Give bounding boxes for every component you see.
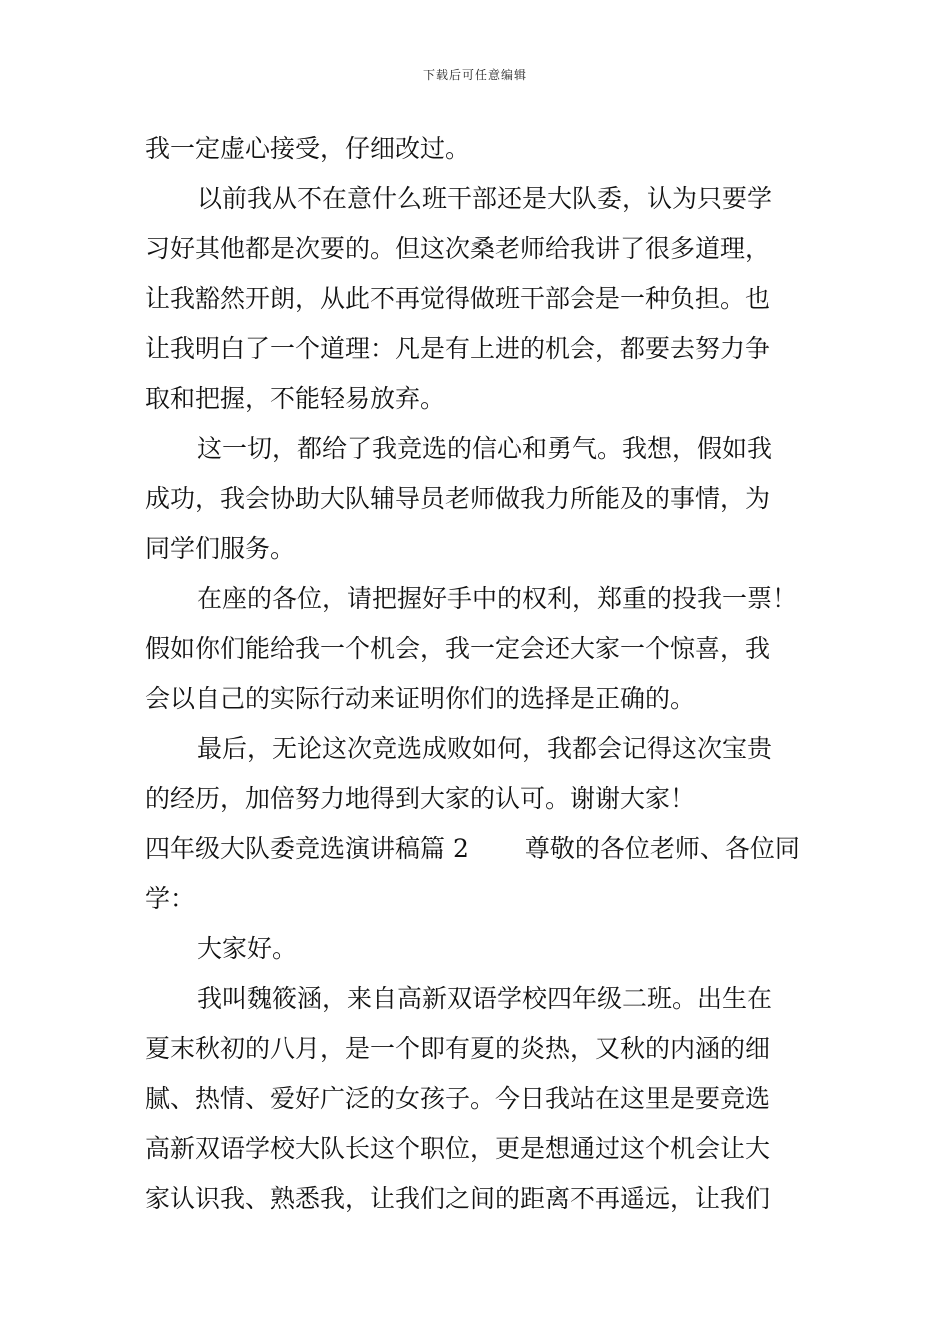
greeting-text: 尊敬的各位老师、各位同 xyxy=(524,834,800,863)
paragraph-start: 最后，无论这次竞选成败如何，我都会记得这次宝贵 xyxy=(197,734,773,763)
text-line: 同学们服务。 xyxy=(145,534,296,563)
text-line: 学： xyxy=(145,884,196,913)
paragraph-start: 这一切，都给了我竞选的信心和勇气。我想，假如我 xyxy=(197,434,773,463)
text-line: 习好其他都是次要的。但这次桑老师给我讲了很多道理， xyxy=(145,234,771,263)
section-title: 四年级大队委竞选演讲稿篇 2 xyxy=(145,834,469,863)
text-line: 成功，我会协助大队辅导员老师做我力所能及的事情，为 xyxy=(145,484,771,513)
document-body xyxy=(145,124,810,1224)
text-line: 取和把握，不能轻易放弃。 xyxy=(145,384,446,413)
text-line: 高新双语学校大队长这个职位，更是想通过这个机会让大 xyxy=(145,1134,771,1163)
page-header: 下载后可任意编辑 xyxy=(422,68,527,82)
text-line: 的经历，加倍努力地得到大家的认可。谢谢大家！ xyxy=(145,784,696,813)
text-line: 假如你们能给我一个机会，我一定会还大家一个惊喜，我 xyxy=(145,634,771,663)
text-line: 夏末秋初的八月，是一个即有夏的炎热，又秋的内涵的细 xyxy=(145,1034,771,1063)
text-line: 让我豁然开朗，从此不再觉得做班干部会是一种负担。也 xyxy=(145,284,771,313)
text-line: 会以自己的实际行动来证明你们的选择是正确的。 xyxy=(145,684,696,713)
paragraph-start: 在座的各位，请把握好手中的权利，郑重的投我一票！ xyxy=(197,584,798,613)
paragraph-start: 大家好。 xyxy=(197,934,298,963)
text-line: 我一定虚心接受，仔细改过。 xyxy=(145,134,471,163)
text-line: 腻、热情、爱好广泛的女孩子。今日我站在这里是要竞选 xyxy=(145,1084,771,1113)
text-line: 家认识我、熟悉我，让我们之间的距离不再遥远，让我们 xyxy=(145,1184,771,1213)
text-line: 让我明白了一个道理：凡是有上进的机会，都要去努力争 xyxy=(145,334,771,363)
section-title-line xyxy=(145,824,810,874)
paragraph-start: 我叫魏筱涵，来自高新双语学校四年级二班。出生在 xyxy=(197,984,773,1013)
paragraph-start: 以前我从不在意什么班干部还是大队委，认为只要学 xyxy=(197,184,773,213)
